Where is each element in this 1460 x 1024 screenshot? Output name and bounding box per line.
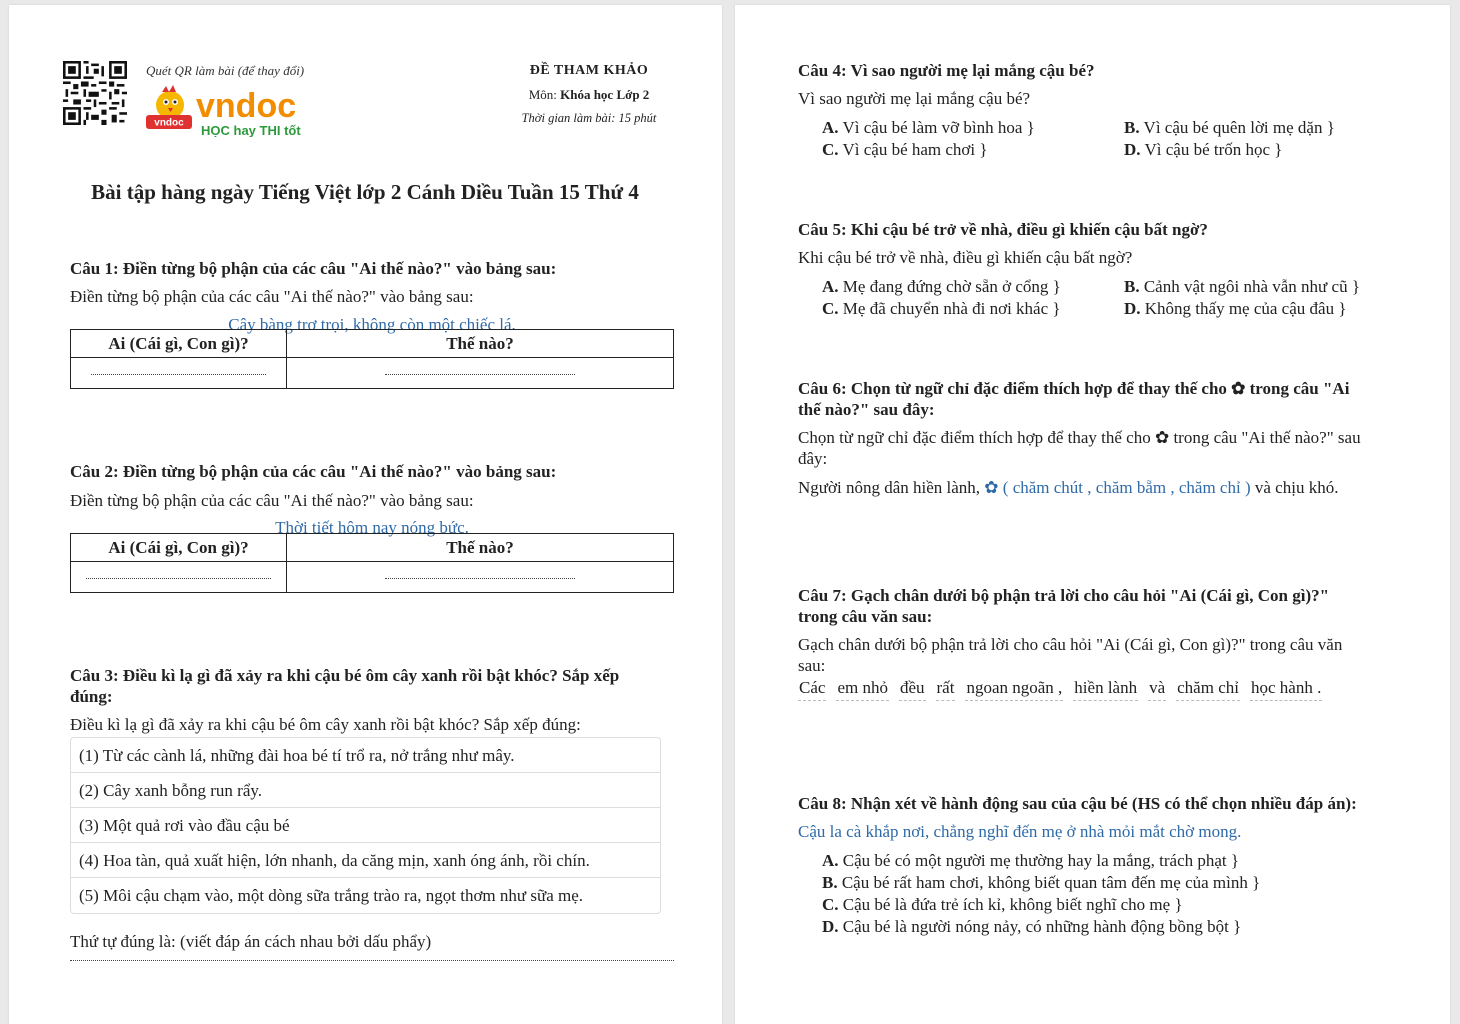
- q1-col-how: Thế nào?: [287, 330, 674, 358]
- q4-option-b[interactable]: B. Vì cậu bé quên lời mẹ dặn }: [1124, 118, 1335, 137]
- q3-item-3[interactable]: (3) Một quả rơi vào đầu cậu bé: [71, 808, 660, 843]
- page-right: [735, 5, 1450, 1024]
- q7-word[interactable]: học hành .: [1250, 678, 1322, 701]
- q2-sentence: Thời tiết hôm nay nóng bức.: [275, 518, 469, 537]
- q7-word[interactable]: đều: [899, 678, 926, 701]
- page-title: Bài tập hàng ngày Tiếng Việt lớp 2 Cánh Diều Tuần 15 Thứ 4: [91, 180, 639, 204]
- page-left: [9, 5, 722, 1024]
- q7-word[interactable]: và: [1148, 678, 1166, 701]
- q3-answer-prompt: Thứ tự đúng là: (viết đáp án cách nhau bởi dấu phẩy): [70, 932, 432, 951]
- q7-word[interactable]: Các: [798, 678, 826, 701]
- q2-title: Câu 2: Điền từng bộ phận của các câu "Ai thế nào?" vào bảng sau:: [70, 462, 557, 481]
- q3-item-2[interactable]: (2) Cây xanh bỗng run rẩy.: [71, 773, 660, 808]
- q5-title: Câu 5: Khi cậu bé trở về nhà, điều gì khiến cậu bất ngờ?: [798, 220, 1208, 239]
- q5-option-c[interactable]: C. Mẹ đã chuyển nhà đi nơi khác }: [822, 299, 1061, 318]
- q8-title: Câu 8: Nhận xét về hành động sau của cậu bé (HS có thể chọn nhiều đáp án):: [798, 794, 1357, 813]
- q3-title-line1: Câu 3: Điều kì lạ gì đã xảy ra khi cậu bé ôm cây xanh rồi bật khóc? Sắp xếp: [70, 666, 620, 685]
- q7-title-line2: trong câu văn sau:: [798, 607, 933, 626]
- q4-text: Vì sao người mẹ lại mắng cậu bé?: [798, 89, 1031, 108]
- q1-sentence: Cây bàng trơ trọi, không còn một chiếc lá.: [228, 315, 516, 334]
- q6-title-line1: Câu 6: Chọn từ ngữ chỉ đặc điểm thích hợp để thay thế cho ✿ trong câu "Ai: [798, 379, 1350, 398]
- q3-item-4[interactable]: (4) Hoa tàn, quả xuất hiện, lớn nhanh, da căng mịn, xanh óng ánh, rồi chín.: [71, 843, 660, 878]
- q4-option-a[interactable]: A. Vì cậu bé làm vỡ bình hoa }: [822, 118, 1035, 137]
- subject: Môn: Khóa học Lớp 2: [528, 87, 650, 102]
- q2-answer-who[interactable]: [71, 562, 287, 593]
- q3-answer-field[interactable]: [70, 960, 674, 961]
- q2-col-how: Thế nào?: [287, 534, 674, 562]
- q6-sentence: Người nông dân hiền lành, ✿ ( chăm chút , chăm bẵm , chăm chỉ ) và chịu khó.: [798, 478, 1339, 497]
- q4-title: Câu 4: Vì sao người mẹ lại mắng cậu bé?: [798, 61, 1095, 80]
- vndoc-logo: [146, 83, 316, 137]
- q5-option-d[interactable]: D. Không thấy mẹ của cậu đâu }: [1124, 299, 1347, 318]
- q1-answer-how[interactable]: [287, 358, 674, 389]
- qr-caption: Quét QR làm bài (để thay đổi): [146, 63, 305, 78]
- q5-option-b[interactable]: B. Cảnh vật ngôi nhà vẫn như cũ }: [1124, 277, 1360, 296]
- q7-title-line1: Câu 7: Gạch chân dưới bộ phận trả lời cho câu hỏi "Ai (Cái gì, Con gì)?": [798, 586, 1330, 605]
- q2-table: [70, 533, 674, 593]
- q7-word[interactable]: chăm chỉ: [1176, 678, 1240, 701]
- q6-text-line1: Chọn từ ngữ chỉ đặc điểm thích hợp để thay thế cho ✿ trong câu "Ai thế nào?" sau: [798, 428, 1361, 447]
- q4-option-d[interactable]: D. Vì cậu bé trốn học }: [1124, 140, 1283, 159]
- q8-quote: Cậu la cà khắp nơi, chẳng nghĩ đến mẹ ở nhà mỏi mắt chờ mong.: [798, 822, 1242, 841]
- logo-slogan: HỌC hay THI tốt: [201, 123, 301, 137]
- q5-option-a[interactable]: A. Mẹ đang đứng chờ sẵn ở cổng }: [822, 277, 1061, 296]
- q6-text-line2: đây:: [798, 449, 828, 468]
- q1-title: Câu 1: Điền từng bộ phận của các câu "Ai thế nào?" vào bảng sau:: [70, 259, 557, 278]
- q8-option-a[interactable]: A. Cậu bé có một người mẹ thường hay la mắng, trách phạt }: [822, 851, 1240, 870]
- q3-title-line2: đúng:: [70, 687, 113, 706]
- q4-option-c[interactable]: C. Vì cậu bé ham chơi }: [822, 140, 988, 159]
- q2-text: Điền từng bộ phận của các câu "Ai thế nào?" vào bảng sau:: [70, 491, 474, 510]
- qr-code-icon: [63, 61, 127, 125]
- q7-word[interactable]: ngoan ngoãn ,: [965, 678, 1063, 701]
- q1-table: [70, 329, 674, 389]
- q2-answer-how[interactable]: [287, 562, 674, 593]
- q6-title-line2: thế nào?" sau đây:: [798, 400, 935, 419]
- q7-word[interactable]: em nhỏ: [836, 678, 889, 701]
- q7-text-line1: Gạch chân dưới bộ phận trả lời cho câu hỏi "Ai (Cái gì, Con gì)?" trong câu văn: [798, 635, 1343, 654]
- logo-badge: vndoc: [154, 117, 184, 129]
- q8-option-d[interactable]: D. Cậu bé là người nóng nảy, có những hành động bồng bột }: [822, 917, 1242, 936]
- q1-col-who: Ai (Cái gì, Con gì)?: [71, 330, 287, 358]
- doc-type: ĐỀ THAM KHẢO: [529, 63, 649, 78]
- q7-word-list: [798, 678, 1322, 701]
- time-limit: Thời gian làm bài: 15 phút: [521, 111, 657, 125]
- q3-order-list: [70, 737, 661, 914]
- q7-word[interactable]: hiền lành: [1073, 678, 1138, 701]
- q6-choice-dropdown[interactable]: ✿ ( chăm chút , chăm bẵm , chăm chỉ ): [984, 478, 1251, 497]
- q5-text: Khi cậu bé trở về nhà, điều gì khiến cậu bất ngờ?: [798, 248, 1133, 267]
- logo-wordmark: vndoc: [196, 87, 297, 125]
- q7-word[interactable]: rất: [936, 678, 956, 701]
- q3-text: Điều kì lạ gì đã xảy ra khi cậu bé ôm cây xanh rồi bật khóc? Sắp xếp đúng:: [70, 715, 581, 734]
- q7-text-line2: sau:: [798, 656, 826, 675]
- q1-answer-who[interactable]: [71, 358, 287, 389]
- q2-col-who: Ai (Cái gì, Con gì)?: [71, 534, 287, 562]
- q1-text: Điền từng bộ phận của các câu "Ai thế nào?" vào bảng sau:: [70, 287, 474, 306]
- q3-item-5[interactable]: (5) Môi cậu chạm vào, một dòng sữa trắng trào ra, ngọt thơm như sữa mẹ.: [79, 886, 584, 905]
- q8-option-b[interactable]: B. Cậu bé rất ham chơi, không biết quan tâm đến mẹ của mình }: [822, 873, 1261, 892]
- q8-option-c[interactable]: C. Cậu bé là đứa trẻ ích kỉ, không biết nghĩ cho mẹ }: [822, 895, 1183, 914]
- q3-item-1[interactable]: (1) Từ các cành lá, những đài hoa bé tí trổ ra, nở trắng như mây.: [71, 738, 660, 773]
